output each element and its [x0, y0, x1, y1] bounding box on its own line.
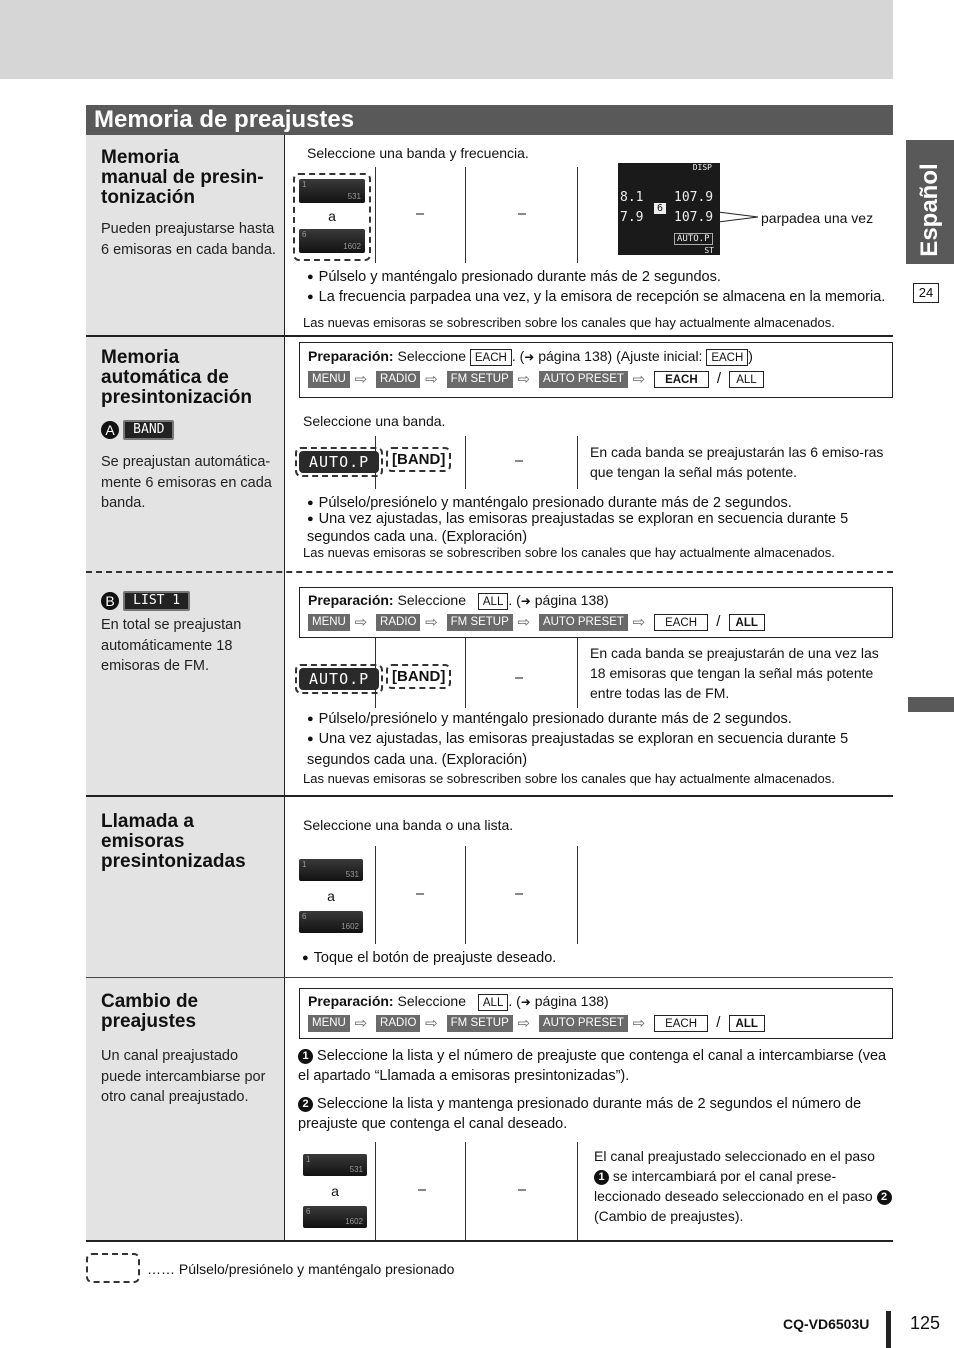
- s5-prep-box: Preparación: Seleccione ALL . (➜ página 138) MENU ⇨ RADIO ⇨ FM SETUP ⇨ AUTO PRESET ⇨ EACH / ALL: [299, 988, 893, 1039]
- each-option: EACH: [654, 371, 709, 388]
- section4-title: Llamada a emisoras presintonizadas: [101, 811, 246, 872]
- each-option: EACH: [654, 1015, 708, 1032]
- section2-tag: [101, 420, 174, 440]
- list1-tag: LIST 1: [123, 591, 190, 611]
- s3-dash: –: [515, 670, 524, 686]
- s2-dash: –: [515, 453, 524, 469]
- s1-dash-1: –: [416, 206, 425, 222]
- divider-1: [86, 335, 893, 337]
- step2-badge: 2: [298, 1097, 313, 1112]
- s2-result: En cada banda se preajustarán las 6 emiso-ras que tengan la señal más potente.: [590, 444, 884, 480]
- s2-bullet-2: ● Una vez ajustadas, las emisoras preajustadas se exploran en secuencia durante 5 segundos cada una. (Exploración): [307, 511, 887, 546]
- footer-bar: [886, 1311, 891, 1348]
- s2-bullet-1: ● Púlselo/presiónelo y manténgalo presionado durante más de 2 segundos.: [307, 493, 792, 514]
- menu-chip: MENU: [308, 371, 350, 388]
- s4-vline-3: [577, 846, 578, 944]
- each-chip: EACH: [470, 349, 512, 366]
- fm-setup-chip: FM SETUP: [447, 614, 513, 631]
- s4-dash-2: –: [515, 886, 524, 902]
- section4-instruction: Seleccione una banda o una lista.: [303, 817, 514, 833]
- band-button[interactable]: [BAND]: [386, 447, 451, 472]
- section5-title: Cambio de preajustes: [101, 991, 199, 1032]
- page-title: Memoria de preajustes: [86, 105, 893, 135]
- step1-badge: 1: [298, 1049, 313, 1064]
- radio-chip: RADIO: [376, 1015, 420, 1032]
- fm-setup-chip: FM SETUP: [447, 371, 513, 388]
- radio-chip: RADIO: [376, 371, 420, 388]
- range-a: a: [331, 1183, 339, 1199]
- preset-button-1[interactable]: 1 531: [299, 179, 365, 203]
- s1-vline-3: [577, 167, 578, 263]
- s3-result: En cada banda se preajustarán de una vez las 18 emisoras que tengan la señal más potente entre todas las de FM.: [590, 645, 879, 701]
- model-number: CQ-VD6503U: [783, 1316, 870, 1332]
- menu-chip: MENU: [308, 1015, 350, 1032]
- all-option: ALL: [729, 371, 763, 388]
- fm-setup-chip: FM SETUP: [447, 1015, 513, 1032]
- section2-instruction: Seleccione una banda.: [303, 413, 446, 429]
- s1-overwrite-note: Las nuevas emisoras se sobrescriben sobre los canales que hay actualmente almacenados.: [303, 315, 835, 330]
- s5-dash-1: –: [418, 1182, 427, 1198]
- divider-3: [86, 977, 893, 978]
- page-number: 125: [910, 1313, 941, 1333]
- auto-p-button-fm[interactable]: AUTO.P: [295, 664, 383, 694]
- divider-2: [86, 795, 893, 797]
- s2-vline-2: [465, 436, 466, 489]
- badge-a-icon: A: [101, 421, 119, 439]
- preset-buttons-pressed[interactable]: [293, 173, 371, 261]
- auto-p-button[interactable]: AUTO.P: [295, 447, 383, 477]
- chapter-number: 24: [913, 283, 939, 303]
- s2-vline-3: [577, 436, 578, 489]
- section2-title: Memoria automática de presintonización: [101, 347, 252, 408]
- prep-label: Preparación:: [308, 348, 394, 364]
- s5-vline-3: [577, 1142, 578, 1240]
- s1-bullet-2: ● La frecuencia parpadea una vez, y la emisora de recepción se almacena en la memoria.: [307, 287, 885, 308]
- s3-vline-2: [465, 638, 466, 708]
- top-band: [0, 0, 893, 79]
- band-tag: BAND: [123, 420, 174, 440]
- divider-dashed: [86, 571, 893, 573]
- badge-b-icon: B: [101, 592, 119, 610]
- s3-vline-3: [577, 638, 578, 708]
- side-marker: [908, 697, 954, 712]
- band-button-fm[interactable]: [BAND]: [386, 664, 451, 689]
- range-a: a: [327, 888, 335, 904]
- section3-desc: En total se preajustan automáticamente 18 emisoras de FM.: [101, 617, 242, 674]
- s5-vline-2: [465, 1142, 466, 1240]
- auto-preset-chip: AUTO PRESET: [539, 371, 628, 388]
- s3-prep-box: Preparación: Seleccione ALL . (➜ página 138) MENU ⇨ RADIO ⇨ FM SETUP ⇨ AUTO PRESET ⇨ EACH / ALL: [299, 587, 893, 638]
- s3-bullet-2: ● Una vez ajustadas, las emisoras preajustadas se exploran en secuencia durante 5 segundos cada una. (Exploración): [307, 729, 877, 770]
- display-screen-image: DISP 8.1 7.9 107.9 6 107.9 AUTO.P ST: [618, 163, 720, 255]
- s5-result: El canal preajustado seleccionado en el paso 1 se intercambiará por el canal prese-leccionado deseado seleccionado en el paso 2 (Cambio de preajustes).: [594, 1146, 892, 1226]
- each-option: EACH: [654, 614, 708, 631]
- s1-dash-2: –: [518, 206, 527, 222]
- menu-chip: MENU: [308, 614, 350, 631]
- auto-preset-chip: AUTO PRESET: [539, 614, 628, 631]
- s4-bullet-1: ● Toque el botón de preajuste deseado.: [302, 948, 556, 969]
- language-label: Español: [916, 163, 943, 257]
- all-option: ALL: [729, 1015, 765, 1032]
- divider-bottom: [86, 1240, 893, 1242]
- legend-text: …… Púlselo/presiónelo y manténgalo presionado: [147, 1261, 455, 1277]
- preset-button-1[interactable]: 1 531: [303, 1154, 367, 1176]
- section3-tag: [101, 591, 190, 611]
- section5-desc: Un canal preajustado puede intercambiarse por otro canal preajustado.: [101, 1048, 266, 1105]
- blink-pointer-lines: [718, 200, 760, 230]
- range-a: a: [328, 208, 336, 224]
- s4-vline-2: [465, 846, 466, 944]
- s2-prep-box: Preparación: Seleccione EACH . (➜ página 138) (Ajuste inicial: EACH ) MENU ⇨ RADIO ⇨ FM SETUP ⇨ AUTO PRESET ⇨ EACH / ALL: [299, 342, 893, 398]
- section1-title: Memoria manual de presin- tonización: [101, 147, 264, 208]
- preset-button-6[interactable]: 6 1602: [299, 229, 365, 253]
- preset-buttons-swap[interactable]: [303, 1154, 367, 1228]
- preset-buttons-touch[interactable]: [299, 859, 363, 933]
- auto-preset-chip: AUTO PRESET: [539, 1015, 628, 1032]
- s3-overwrite-note: Las nuevas emisoras se sobrescriben sobre los canales que hay actualmente almacenados.: [303, 771, 835, 786]
- column-divider: [284, 135, 285, 1240]
- s2-overwrite-note: Las nuevas emisoras se sobrescriben sobre los canales que hay actualmente almacenados.: [303, 545, 835, 560]
- section1-instruction: Seleccione una banda y frecuencia.: [307, 145, 529, 161]
- blink-note: parpadea una vez: [761, 210, 874, 226]
- section2-desc: Se preajustan automática-mente 6 emisoras en cada banda.: [101, 454, 272, 511]
- radio-chip: RADIO: [376, 614, 420, 631]
- preset-button-1[interactable]: 1 531: [299, 859, 363, 881]
- all-option: ALL: [729, 614, 765, 631]
- s5-step-2: 2 Seleccione la lista y mantenga presionado durante más de 2 segundos el número de preajuste que contenga el canal deseado.: [298, 1096, 862, 1132]
- s5-vline-1: [375, 1142, 376, 1240]
- section1-desc: Pueden preajustarse hasta 6 emisoras en cada banda.: [101, 221, 276, 258]
- s3-bullet-1: ● Púlselo/presiónelo y manténgalo presionado durante más de 2 segundos.: [307, 709, 792, 730]
- s4-vline-1: [375, 846, 376, 944]
- s1-vline-1: [375, 167, 376, 263]
- preset-button-6[interactable]: 6 1602: [303, 1206, 367, 1228]
- s5-dash-2: –: [518, 1182, 527, 1198]
- s5-step-1: 1 Seleccione la lista y el número de preajuste que contenga el canal a intercambiarse (vea el apartado “Llamada a emisoras presintonizadas”).: [298, 1048, 887, 1084]
- legend-dashed-box: [86, 1253, 140, 1283]
- s1-vline-2: [465, 167, 466, 263]
- preset-button-6[interactable]: 6 1602: [299, 911, 363, 933]
- s1-bullet-1: ● Púlselo y manténgalo presionado durante más de 2 segundos.: [307, 267, 721, 288]
- s4-dash-1: –: [416, 886, 425, 902]
